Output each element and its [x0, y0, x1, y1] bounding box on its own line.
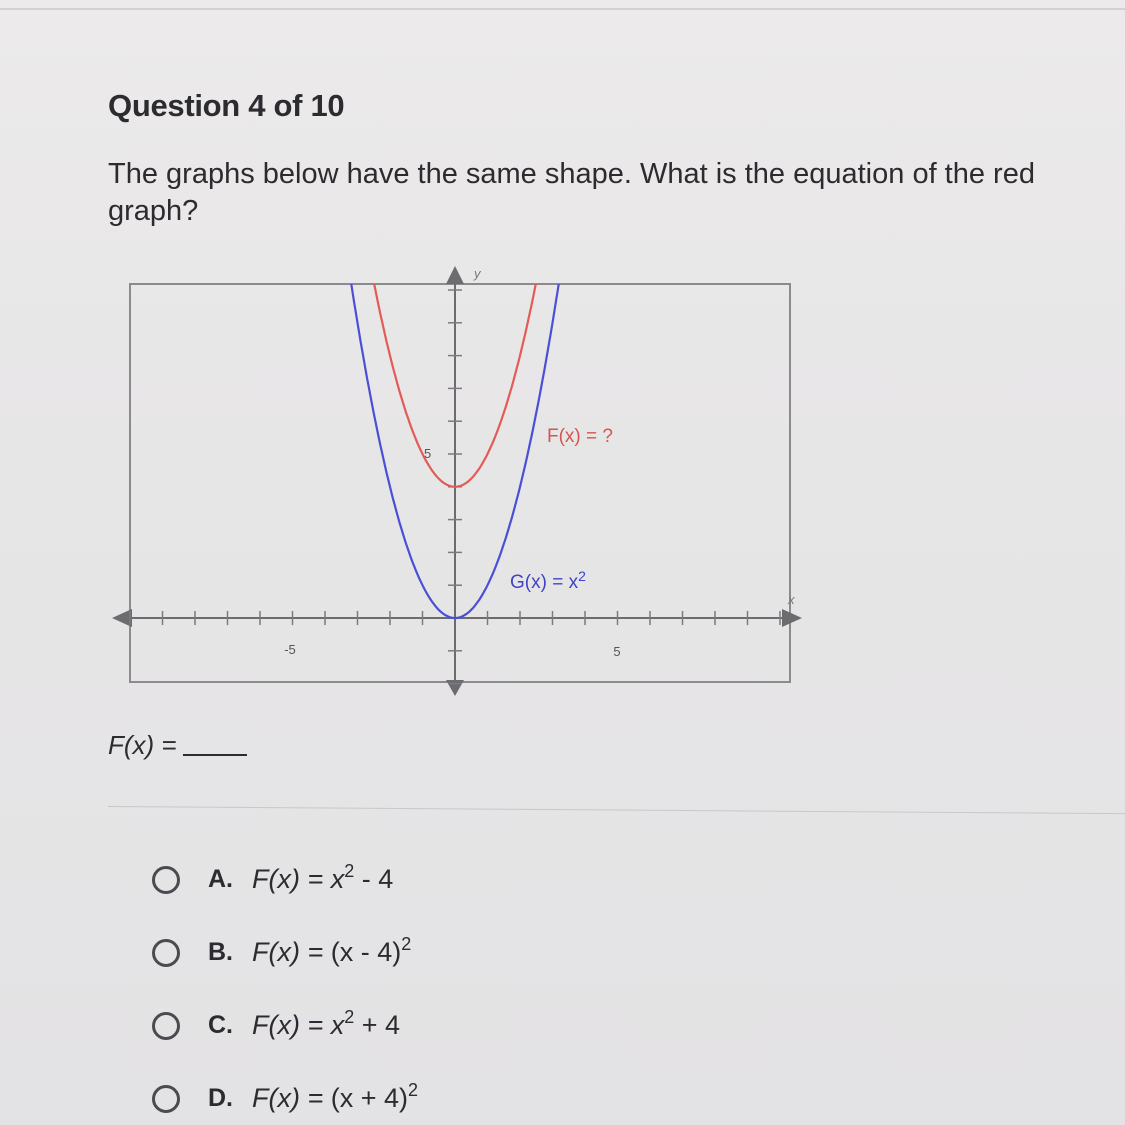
blue-curve-label-exp: 2	[578, 568, 586, 584]
top-divider	[0, 8, 1125, 10]
choice-d[interactable]	[152, 1080, 419, 1114]
radio-c[interactable]	[152, 1012, 180, 1040]
answer-blank	[183, 754, 247, 756]
choice-d-base: (x + 4)	[330, 1083, 409, 1113]
choice-a[interactable]	[152, 861, 394, 895]
radio-d[interactable]	[152, 1085, 180, 1113]
radio-a[interactable]	[152, 866, 180, 894]
choice-c-lhs: F(x) =	[252, 1010, 331, 1040]
choice-c-expression	[252, 1007, 401, 1041]
question-text: The graphs below have the same shape. What is the equation of the red graph?	[108, 158, 1035, 227]
choice-d-expression	[252, 1080, 419, 1114]
choice-c[interactable]	[152, 1007, 401, 1041]
y-axis-down-arrow	[446, 680, 464, 696]
red-curve-label: F(x) = ?	[547, 426, 613, 447]
blue-curve-label	[510, 568, 586, 593]
choice-a-exp: 2	[344, 861, 355, 881]
choice-b-expression	[252, 934, 412, 968]
blue-curve-label-base: G(x) = x	[510, 572, 579, 593]
choice-b-base: (x - 4)	[330, 937, 402, 967]
choice-a-expression	[252, 861, 394, 895]
x-axis-left-arrow	[112, 609, 132, 627]
choice-b-exp: 2	[401, 934, 412, 954]
choice-d-lhs: F(x) =	[252, 1083, 331, 1113]
choice-d-exp: 2	[408, 1080, 419, 1100]
choice-b-letter: B.	[208, 938, 233, 966]
question-header: Question 4 of 10	[108, 88, 345, 123]
answer-label: F(x) =	[108, 730, 177, 760]
choice-a-lhs: F(x) =	[252, 864, 331, 894]
x-axis-right-arrow	[782, 609, 802, 627]
graph	[110, 262, 810, 702]
choice-c-letter: C.	[208, 1011, 233, 1039]
y-tick-label: 5	[424, 446, 432, 461]
choice-b-lhs: F(x) =	[252, 937, 331, 967]
choice-c-rest: + 4	[354, 1010, 401, 1040]
choice-c-base: x	[330, 1010, 345, 1040]
choice-a-letter: A.	[208, 865, 233, 893]
radio-b[interactable]	[152, 939, 180, 967]
choice-b[interactable]	[152, 934, 412, 968]
answer-prompt	[108, 730, 247, 761]
x-axis-label: x	[788, 592, 795, 607]
graph-frame	[130, 284, 790, 682]
choice-d-letter: D.	[208, 1084, 233, 1112]
choice-a-base: x	[330, 864, 345, 894]
choice-a-rest: - 4	[354, 864, 394, 894]
y-axis-label: y	[474, 266, 481, 281]
y-axis-up-arrow	[446, 266, 464, 284]
x-tick-label-neg: -5	[284, 642, 296, 657]
section-divider	[108, 806, 1125, 814]
x-tick-label-pos: 5	[613, 644, 621, 659]
choice-c-exp: 2	[344, 1007, 355, 1027]
